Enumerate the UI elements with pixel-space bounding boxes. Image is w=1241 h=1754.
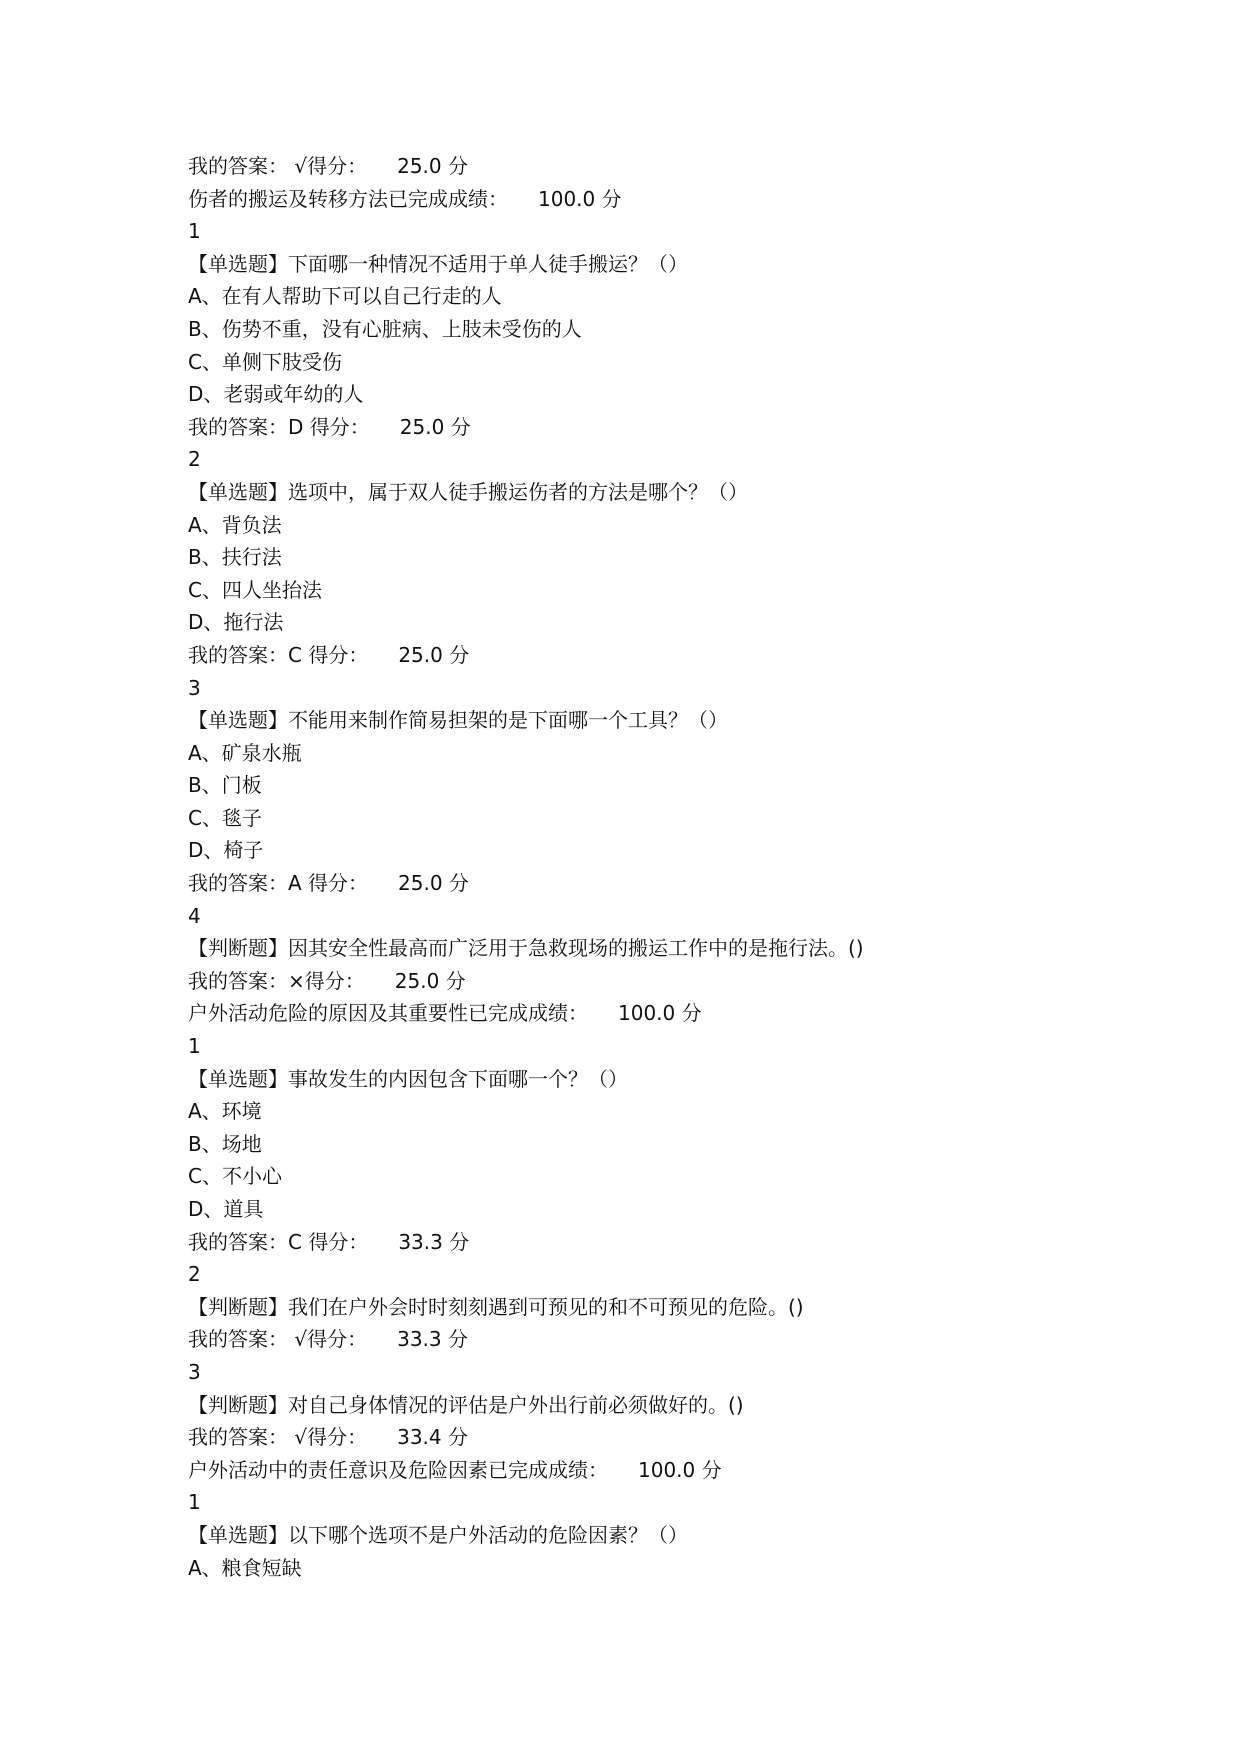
option-c: C、毯子: [188, 805, 262, 830]
answer-label: 我的答案： √得分：: [188, 154, 368, 178]
section-score-line: [188, 1454, 1188, 1487]
section-score: 100.0 分: [538, 186, 622, 211]
score-value: 25.0 分: [399, 414, 471, 439]
score-value: 25.0 分: [398, 642, 470, 667]
question-number: 1: [188, 1490, 201, 1515]
section-score: 100.0 分: [638, 1457, 722, 1482]
question-text: 【单选题】以下哪个选项不是户外活动的危险因素？（）: [188, 1522, 688, 1547]
question-text: 【单选题】选项中，属于双人徒手搬运伤者的方法是哪个？（）: [188, 479, 748, 504]
option-b: B、门板: [188, 773, 262, 798]
answer-line: [188, 965, 1188, 998]
answer-line: [188, 150, 1188, 183]
score-value: 33.3 分: [397, 1327, 468, 1352]
option-a: A、粮食短缺: [188, 1555, 302, 1580]
section-label: 户外活动危险的原因及其重要性已完成成绩：: [188, 1001, 588, 1026]
question-number: 1: [188, 1034, 201, 1059]
question-text: 【判断题】对自己身体情况的评估是户外出行前必须做好的。(): [188, 1392, 744, 1417]
option-a: A、背负法: [188, 512, 282, 537]
answer-line: [188, 1226, 1188, 1259]
question-number: 4: [188, 903, 201, 928]
option-a: A、在有人帮助下可以自己行走的人: [188, 284, 502, 309]
option-b: B、伤势不重，没有心脏病、上肢未受伤的人: [188, 316, 582, 341]
question-text: 【单选题】下面哪一种情况不适用于单人徒手搬运？（）: [188, 251, 688, 276]
option-c: C、单侧下肢受伤: [188, 349, 342, 374]
option-b: B、场地: [188, 1131, 262, 1156]
answer-label: 我的答案：C 得分：: [188, 642, 369, 667]
answer-label: 我的答案：D 得分：: [188, 414, 370, 439]
answer-line: [188, 1421, 1188, 1454]
score-value: 25.0 分: [397, 154, 468, 178]
answer-line: [188, 867, 1188, 900]
section-label: 伤者的搬运及转移方法已完成成绩：: [188, 186, 508, 211]
answer-label: 我的答案： √得分：: [188, 1327, 368, 1352]
question-number: 2: [188, 447, 201, 472]
option-d: D、道具: [188, 1197, 264, 1221]
score-value: 25.0 分: [394, 968, 466, 993]
score-value: 33.3 分: [398, 1229, 470, 1254]
option-c: C、不小心: [188, 1164, 282, 1189]
answer-line: [188, 1323, 1188, 1356]
option-a: A、矿泉水瓶: [188, 740, 302, 765]
answer-line: [188, 411, 1188, 444]
option-c: C、四人坐抬法: [188, 577, 322, 602]
section-label: 户外活动中的责任意识及危险因素已完成成绩：: [188, 1457, 608, 1482]
question-text: 【单选题】不能用来制作简易担架的是下面哪一个工具？（）: [188, 708, 728, 733]
question-text: 【判断题】我们在户外会时时刻刻遇到可预见的和不可预见的危险。(): [188, 1294, 804, 1319]
answer-label: 我的答案： √得分：: [188, 1425, 368, 1450]
question-number: 3: [188, 1359, 201, 1384]
option-d: D、老弱或年幼的人: [188, 382, 364, 407]
answer-label: 我的答案：×得分：: [188, 968, 365, 993]
option-a: A、环境: [188, 1099, 262, 1124]
answer-label: 我的答案：C 得分：: [188, 1229, 369, 1254]
answer-label: 我的答案：A 得分：: [188, 871, 369, 896]
option-b: B、扶行法: [188, 545, 282, 570]
section-score-line: [188, 183, 1188, 216]
option-d: D、椅子: [188, 838, 264, 863]
section-score-line: [188, 997, 1188, 1030]
question-text: 【单选题】事故发生的内因包含下面哪一个？（）: [188, 1066, 628, 1091]
answer-line: [188, 639, 1188, 672]
question-number: 1: [188, 219, 201, 244]
option-d: D、拖行法: [188, 610, 284, 635]
document-body: [188, 150, 1188, 1584]
question-number: 3: [188, 675, 201, 700]
section-score: 100.0 分: [618, 1001, 702, 1026]
question-text: 【判断题】因其安全性最高而广泛用于急救现场的搬运工作中的是拖行法。(): [188, 936, 864, 961]
score-value: 33.4 分: [397, 1425, 468, 1450]
score-value: 25.0 分: [398, 871, 469, 896]
question-number: 2: [188, 1262, 201, 1287]
